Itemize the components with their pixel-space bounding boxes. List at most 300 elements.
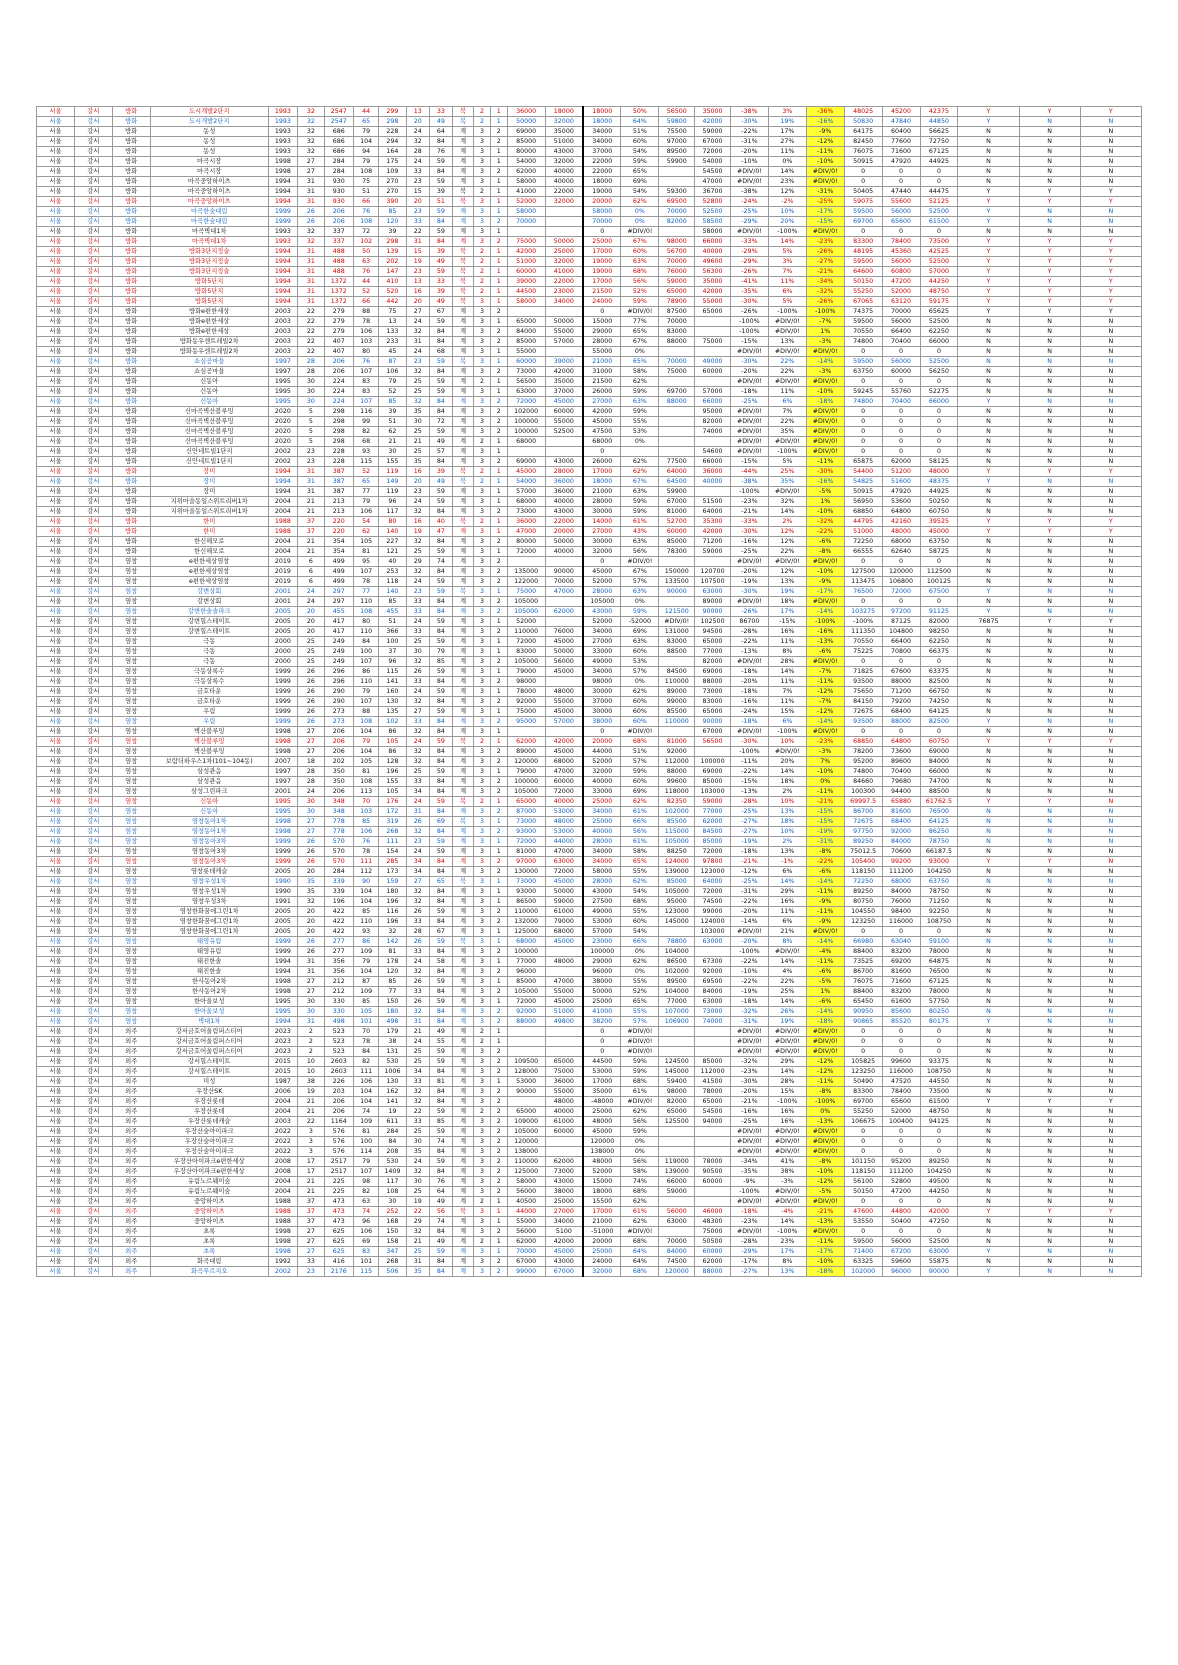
table-cell: 69500 bbox=[659, 197, 695, 207]
table-cell: 81000 bbox=[659, 507, 695, 517]
table-cell: 계 bbox=[452, 127, 473, 137]
table-cell: 52 bbox=[353, 287, 378, 297]
table-cell: 523 bbox=[324, 1037, 353, 1047]
table-cell: 29 bbox=[406, 557, 429, 567]
table-cell: 2 bbox=[474, 187, 491, 197]
table-cell: 72250 bbox=[844, 877, 882, 887]
table-cell: N bbox=[1019, 557, 1080, 567]
table-cell: 1 bbox=[490, 587, 507, 597]
table-cell: -12% bbox=[806, 1177, 844, 1187]
table-cell: 35000 bbox=[583, 1087, 621, 1097]
table-cell: 3 bbox=[474, 237, 491, 247]
table-cell: 79 bbox=[379, 377, 406, 387]
table-cell: 염창 bbox=[112, 597, 150, 607]
table-cell: 1 bbox=[490, 687, 507, 697]
table-cell: 80750 bbox=[844, 897, 882, 907]
table-cell: Y bbox=[958, 267, 1019, 277]
table-cell: 100 bbox=[353, 1137, 378, 1147]
table-cell: 3 bbox=[474, 557, 491, 567]
table-cell: 60000 bbox=[695, 1247, 731, 1257]
table-cell: 15% bbox=[768, 707, 806, 717]
table-cell: 17% bbox=[768, 607, 806, 617]
table-cell: N bbox=[958, 1187, 1019, 1197]
table-cell: #DIV/0! bbox=[730, 1147, 768, 1157]
table-cell: 97000 bbox=[507, 857, 545, 867]
table-cell: 0 bbox=[882, 1197, 920, 1207]
table-cell: 서울 bbox=[37, 747, 75, 757]
table-cell: N bbox=[958, 647, 1019, 657]
table-cell: 118000 bbox=[659, 787, 695, 797]
table-cell: 12% bbox=[768, 187, 806, 197]
table-row bbox=[37, 1147, 1142, 1157]
table-cell: 38000 bbox=[545, 1187, 583, 1197]
table-row bbox=[37, 507, 1142, 517]
table-cell: 1988 bbox=[268, 1197, 297, 1207]
table-cell: 66400 bbox=[882, 327, 920, 337]
table-cell: 0 bbox=[844, 1027, 882, 1037]
table-cell: 28 bbox=[406, 147, 429, 157]
table-cell: N bbox=[1080, 1027, 1141, 1037]
table-cell: 3 bbox=[474, 197, 491, 207]
table-cell: 203 bbox=[324, 1087, 353, 1097]
table-cell: 63000 bbox=[659, 1217, 695, 1227]
table-cell: 47200 bbox=[882, 1187, 920, 1197]
table-cell: 67% bbox=[621, 567, 659, 577]
table-cell: N bbox=[1019, 827, 1080, 837]
table-cell: 32000 bbox=[545, 117, 583, 127]
table-cell: 110000 bbox=[507, 627, 545, 637]
table-cell: 2 bbox=[490, 907, 507, 917]
table-cell: 70000 bbox=[659, 357, 695, 367]
table-cell: 2 bbox=[474, 1037, 491, 1047]
table-cell: 102000 bbox=[844, 1267, 882, 1277]
table-cell: 염창 bbox=[112, 607, 150, 617]
table-row bbox=[37, 357, 1142, 367]
table-cell: 2% bbox=[768, 837, 806, 847]
table-cell: 12% bbox=[768, 537, 806, 547]
table-cell: 103 bbox=[353, 807, 378, 817]
table-cell: N bbox=[1080, 1037, 1141, 1047]
table-row bbox=[37, 587, 1142, 597]
table-cell: 82000 bbox=[920, 617, 958, 627]
table-cell: Y bbox=[958, 237, 1019, 247]
table-cell: 계 bbox=[452, 867, 473, 877]
table-cell: 1999 bbox=[268, 697, 297, 707]
table-cell: 1 bbox=[490, 767, 507, 777]
table-cell: 84 bbox=[429, 1007, 452, 1017]
table-cell: N bbox=[1080, 437, 1141, 447]
table-cell: 82 bbox=[353, 1057, 378, 1067]
table-cell: 57% bbox=[621, 667, 659, 677]
table-cell: Y bbox=[1019, 797, 1080, 807]
table-cell: 2005 bbox=[268, 867, 297, 877]
table-cell: #DIV/0! bbox=[730, 927, 768, 937]
table-cell: 76 bbox=[353, 357, 378, 367]
table-cell: 83 bbox=[353, 387, 378, 397]
table-cell: N bbox=[958, 987, 1019, 997]
table-cell: 176 bbox=[379, 797, 406, 807]
table-cell: 160 bbox=[379, 687, 406, 697]
table-cell: 0 bbox=[882, 727, 920, 737]
table-cell: 서울 bbox=[37, 557, 75, 567]
table-cell: 강서 bbox=[74, 937, 112, 947]
table-cell: 59% bbox=[621, 767, 659, 777]
table-cell: 0 bbox=[882, 447, 920, 457]
table-cell: 계 bbox=[452, 857, 473, 867]
table-row bbox=[37, 567, 1142, 577]
table-cell: 54000 bbox=[507, 157, 545, 167]
table-cell: 686 bbox=[324, 127, 353, 137]
table-cell: 65% bbox=[621, 997, 659, 1007]
table-cell: 3 bbox=[474, 677, 491, 687]
table-cell: 11% bbox=[768, 277, 806, 287]
table-cell: 117 bbox=[379, 1177, 406, 1187]
table-cell: 8% bbox=[768, 1257, 806, 1267]
table-cell: 강서 bbox=[74, 157, 112, 167]
table-cell: 13% bbox=[768, 577, 806, 587]
table-cell: 67200 bbox=[882, 1247, 920, 1257]
table-cell: 686 bbox=[324, 137, 353, 147]
table-cell: N bbox=[1080, 1147, 1141, 1157]
table-cell: 계 bbox=[452, 1097, 473, 1107]
table-cell: -5% bbox=[806, 977, 844, 987]
table-cell: 31 bbox=[298, 297, 324, 307]
table-cell: 155 bbox=[379, 777, 406, 787]
table-cell: Y bbox=[1080, 257, 1141, 267]
table-cell: 72000 bbox=[507, 837, 545, 847]
table-cell: 1 bbox=[490, 147, 507, 157]
table-cell: -30% bbox=[730, 297, 768, 307]
table-cell: 계 bbox=[452, 457, 473, 467]
table-cell: 65% bbox=[621, 357, 659, 367]
table-cell bbox=[507, 447, 545, 457]
table-row bbox=[37, 747, 1142, 757]
table-row bbox=[37, 1057, 1142, 1067]
table-cell: 24 bbox=[406, 1157, 429, 1167]
table-cell: 85 bbox=[429, 1117, 452, 1127]
table-cell: 37000 bbox=[583, 697, 621, 707]
table-cell: 71400 bbox=[844, 1247, 882, 1257]
table-cell bbox=[507, 1037, 545, 1047]
table-cell: 123250 bbox=[844, 917, 882, 927]
table-cell: 1995 bbox=[268, 377, 297, 387]
table-cell: 119000 bbox=[659, 1157, 695, 1167]
table-cell: 69700 bbox=[844, 1097, 882, 1107]
table-cell: 계 bbox=[452, 507, 473, 517]
table-cell: N bbox=[1080, 217, 1141, 227]
table-cell: 3 bbox=[474, 627, 491, 637]
table-cell: 염창 bbox=[112, 917, 150, 927]
table-cell: 294 bbox=[379, 137, 406, 147]
table-cell: 2 bbox=[490, 557, 507, 567]
table-cell: 강서 bbox=[74, 537, 112, 547]
table-cell: 계 bbox=[452, 137, 473, 147]
table-cell: 복 bbox=[452, 587, 473, 597]
table-cell: 330 bbox=[324, 997, 353, 1007]
table-cell: N bbox=[1019, 937, 1080, 947]
table-cell: 56100 bbox=[844, 1177, 882, 1187]
table-cell: 226 bbox=[324, 1077, 353, 1087]
table-cell: -30% bbox=[730, 357, 768, 367]
table-cell: 방화 bbox=[112, 217, 150, 227]
table-cell: 15000 bbox=[583, 1177, 621, 1187]
table-cell: N bbox=[1019, 507, 1080, 517]
table-cell: 67600 bbox=[882, 667, 920, 677]
table-cell: 59600 bbox=[882, 1257, 920, 1267]
table-cell: 268 bbox=[379, 827, 406, 837]
table-cell: 69000 bbox=[920, 747, 958, 757]
table-cell: N bbox=[1019, 537, 1080, 547]
table-cell: 356 bbox=[324, 957, 353, 967]
table-row bbox=[37, 627, 1142, 637]
table-cell: 강서 bbox=[74, 897, 112, 907]
table-cell: 80000 bbox=[507, 147, 545, 157]
table-cell: -100% bbox=[730, 747, 768, 757]
table-cell: 계 bbox=[452, 397, 473, 407]
table-cell: 서울 bbox=[37, 577, 75, 587]
table-cell: N bbox=[1080, 597, 1141, 607]
table-cell: 2003 bbox=[268, 1117, 297, 1127]
table-cell: 105 bbox=[353, 1007, 378, 1017]
table-cell: -22% bbox=[730, 897, 768, 907]
table-cell: 72000 bbox=[507, 997, 545, 1007]
table-cell: 37000 bbox=[583, 147, 621, 157]
table-cell: 59% bbox=[621, 507, 659, 517]
table-cell: 55000 bbox=[545, 987, 583, 997]
table-cell: 한사동아2차 bbox=[150, 977, 268, 987]
table-cell: N bbox=[1019, 117, 1080, 127]
table-cell: N bbox=[1019, 127, 1080, 137]
table-cell: 1 bbox=[490, 737, 507, 747]
table-cell: 88000 bbox=[507, 1017, 545, 1027]
table-cell bbox=[695, 1147, 731, 1157]
table-cell: 54% bbox=[621, 187, 659, 197]
table-cell: 2 bbox=[490, 717, 507, 727]
table-cell: 31 bbox=[298, 487, 324, 497]
table-cell: 3 bbox=[474, 697, 491, 707]
table-cell: 107 bbox=[353, 657, 378, 667]
table-cell: 1 bbox=[490, 357, 507, 367]
table-cell: N bbox=[1080, 887, 1141, 897]
table-cell: 46000 bbox=[695, 1207, 731, 1217]
table-cell: 2 bbox=[490, 1127, 507, 1137]
table-cell: 60% bbox=[621, 777, 659, 787]
table-cell: 3 bbox=[474, 1177, 491, 1187]
table-cell: 84000 bbox=[695, 987, 731, 997]
table-cell: 1999 bbox=[268, 687, 297, 697]
table-cell: 31 bbox=[406, 1017, 429, 1027]
table-cell: 59900 bbox=[659, 157, 695, 167]
table-cell: 2517 bbox=[324, 1167, 353, 1177]
table-cell: 59175 bbox=[920, 297, 958, 307]
table-cell: 94125 bbox=[920, 1117, 958, 1127]
table-cell: 계 bbox=[452, 777, 473, 787]
table-cell: -33% bbox=[730, 237, 768, 247]
table-cell: #DIV/0! bbox=[768, 1037, 806, 1047]
table-cell: Y bbox=[1080, 187, 1141, 197]
table-cell: N bbox=[1080, 1157, 1141, 1167]
table-cell: 49 bbox=[429, 1237, 452, 1247]
table-cell: 55% bbox=[621, 1007, 659, 1017]
table-cell bbox=[695, 947, 731, 957]
table-cell: 86700 bbox=[844, 967, 882, 977]
table-cell: 3 bbox=[474, 687, 491, 697]
table-cell: N bbox=[1080, 1007, 1141, 1017]
table-cell: 3 bbox=[474, 887, 491, 897]
table-row bbox=[37, 297, 1142, 307]
table-cell: 14% bbox=[768, 767, 806, 777]
table-cell: 54825 bbox=[844, 477, 882, 487]
table-cell: 45000 bbox=[545, 707, 583, 717]
table-cell: -20% bbox=[730, 677, 768, 687]
table-cell: N bbox=[958, 1047, 1019, 1057]
table-cell: -25% bbox=[730, 807, 768, 817]
table-cell: 61% bbox=[621, 837, 659, 847]
table-cell: N bbox=[1019, 1027, 1080, 1037]
table-cell: -25% bbox=[730, 207, 768, 217]
table-cell: 36000 bbox=[545, 1077, 583, 1087]
table-cell: 298 bbox=[324, 437, 353, 447]
table-cell: 154 bbox=[379, 847, 406, 857]
table-cell: 59 bbox=[429, 667, 452, 677]
table-cell: -7% bbox=[806, 317, 844, 327]
table-cell: N bbox=[958, 667, 1019, 677]
table-cell: -9% bbox=[806, 577, 844, 587]
table-row bbox=[37, 487, 1142, 497]
table-cell: 41500 bbox=[695, 1077, 731, 1087]
table-cell: 79200 bbox=[882, 697, 920, 707]
table-cell: N bbox=[1080, 1167, 1141, 1177]
table-cell: N bbox=[958, 147, 1019, 157]
table-cell: Y bbox=[1080, 617, 1141, 627]
table-cell: Y bbox=[958, 247, 1019, 257]
table-cell: 3 bbox=[474, 767, 491, 777]
table-cell: 25 bbox=[406, 447, 429, 457]
table-cell: 102000 bbox=[659, 967, 695, 977]
table-cell: 48750 bbox=[920, 1107, 958, 1117]
table-cell: 273 bbox=[324, 717, 353, 727]
table-cell: 12% bbox=[768, 527, 806, 537]
table-cell: 유림노르웨이숲 bbox=[150, 1187, 268, 1197]
table-cell: #DIV/0! bbox=[730, 227, 768, 237]
table-cell: 강서 bbox=[74, 397, 112, 407]
table-cell: N bbox=[1080, 147, 1141, 157]
table-cell: 서울 bbox=[37, 637, 75, 647]
table-cell: 80000 bbox=[507, 537, 545, 547]
table-cell: 58000 bbox=[583, 207, 621, 217]
table-cell: 26000 bbox=[583, 387, 621, 397]
table-cell bbox=[659, 1027, 695, 1037]
table-cell: 1 bbox=[490, 297, 507, 307]
table-cell: 서울 bbox=[37, 657, 75, 667]
table-cell: 강서 bbox=[74, 1237, 112, 1247]
table-cell: 72000 bbox=[695, 847, 731, 857]
table-cell: 강서 bbox=[74, 187, 112, 197]
table-cell: -12% bbox=[730, 867, 768, 877]
table-cell: 59% bbox=[621, 1067, 659, 1077]
table-cell: 2 bbox=[490, 1147, 507, 1157]
table-cell: 60% bbox=[621, 647, 659, 657]
table-cell: 52000 bbox=[882, 1107, 920, 1117]
table-cell: 277 bbox=[324, 947, 353, 957]
table-cell: 31 bbox=[298, 267, 324, 277]
table-cell bbox=[659, 167, 695, 177]
table-cell bbox=[659, 1197, 695, 1207]
table-cell: 1992 bbox=[268, 1257, 297, 1267]
table-cell: 52275 bbox=[920, 387, 958, 397]
table-cell: 2 bbox=[490, 1087, 507, 1097]
table-cell: 강서 bbox=[74, 1117, 112, 1127]
table-cell: 32 bbox=[298, 107, 324, 117]
table-cell: N bbox=[958, 1197, 1019, 1207]
table-cell: 88400 bbox=[844, 987, 882, 997]
table-cell: -20% bbox=[730, 937, 768, 947]
table-cell: 78750 bbox=[920, 887, 958, 897]
table-cell: 24 bbox=[406, 1037, 429, 1047]
table-cell: 59% bbox=[621, 1057, 659, 1067]
table-cell: 25 bbox=[298, 647, 324, 657]
table-cell: 29000 bbox=[583, 957, 621, 967]
table-cell: 66000 bbox=[920, 767, 958, 777]
table-cell: 2 bbox=[490, 827, 507, 837]
table-cell: 계 bbox=[452, 987, 473, 997]
table-cell: 3 bbox=[474, 957, 491, 967]
table-cell: #DIV/0! bbox=[730, 427, 768, 437]
table-cell: 서울 bbox=[37, 247, 75, 257]
table-row bbox=[37, 167, 1142, 177]
table-cell: 방화5단지 bbox=[150, 297, 268, 307]
table-cell: 47440 bbox=[882, 187, 920, 197]
table-cell: 83000 bbox=[507, 647, 545, 657]
table-cell: 방화 bbox=[112, 137, 150, 147]
table-cell: 84 bbox=[429, 747, 452, 757]
table-cell: 24 bbox=[406, 157, 429, 167]
table-cell: 55000 bbox=[507, 347, 545, 357]
table-cell: 20000 bbox=[583, 1237, 621, 1247]
table-cell: 방화 bbox=[112, 457, 150, 467]
table-cell: 74 bbox=[429, 557, 452, 567]
table-cell: -31% bbox=[730, 137, 768, 147]
table-cell: 523 bbox=[324, 1047, 353, 1057]
table-cell: 강서 bbox=[74, 997, 112, 1007]
table-cell: 계 bbox=[452, 147, 473, 157]
table-cell: 92000 bbox=[659, 747, 695, 757]
table-cell: 지위마을동일스위트리버1차 bbox=[150, 497, 268, 507]
table-cell: N bbox=[1019, 347, 1080, 357]
table-cell: 1999 bbox=[268, 847, 297, 857]
table-cell: 외주 bbox=[112, 1257, 150, 1267]
table-cell: 252 bbox=[379, 1207, 406, 1217]
table-cell: -21% bbox=[806, 267, 844, 277]
table-cell: -16% bbox=[730, 697, 768, 707]
table-cell: 45000 bbox=[507, 467, 545, 477]
table-cell: 계 bbox=[452, 697, 473, 707]
table-cell: 66375 bbox=[920, 647, 958, 657]
table-cell: #DIV/0! bbox=[806, 227, 844, 237]
table-cell bbox=[695, 1027, 731, 1037]
table-cell: N bbox=[1080, 657, 1141, 667]
table-cell: 73500 bbox=[920, 1087, 958, 1097]
table-cell: 21 bbox=[298, 497, 324, 507]
table-cell: 염창 bbox=[112, 837, 150, 847]
table-cell: 78000 bbox=[920, 987, 958, 997]
table-cell: -26% bbox=[806, 297, 844, 307]
table-cell: 70000 bbox=[507, 217, 545, 227]
table-cell: 133 bbox=[379, 327, 406, 337]
table-cell: #DIV/0! bbox=[768, 1137, 806, 1147]
table-cell: 3 bbox=[474, 907, 491, 917]
table-cell: 14% bbox=[768, 997, 806, 1007]
